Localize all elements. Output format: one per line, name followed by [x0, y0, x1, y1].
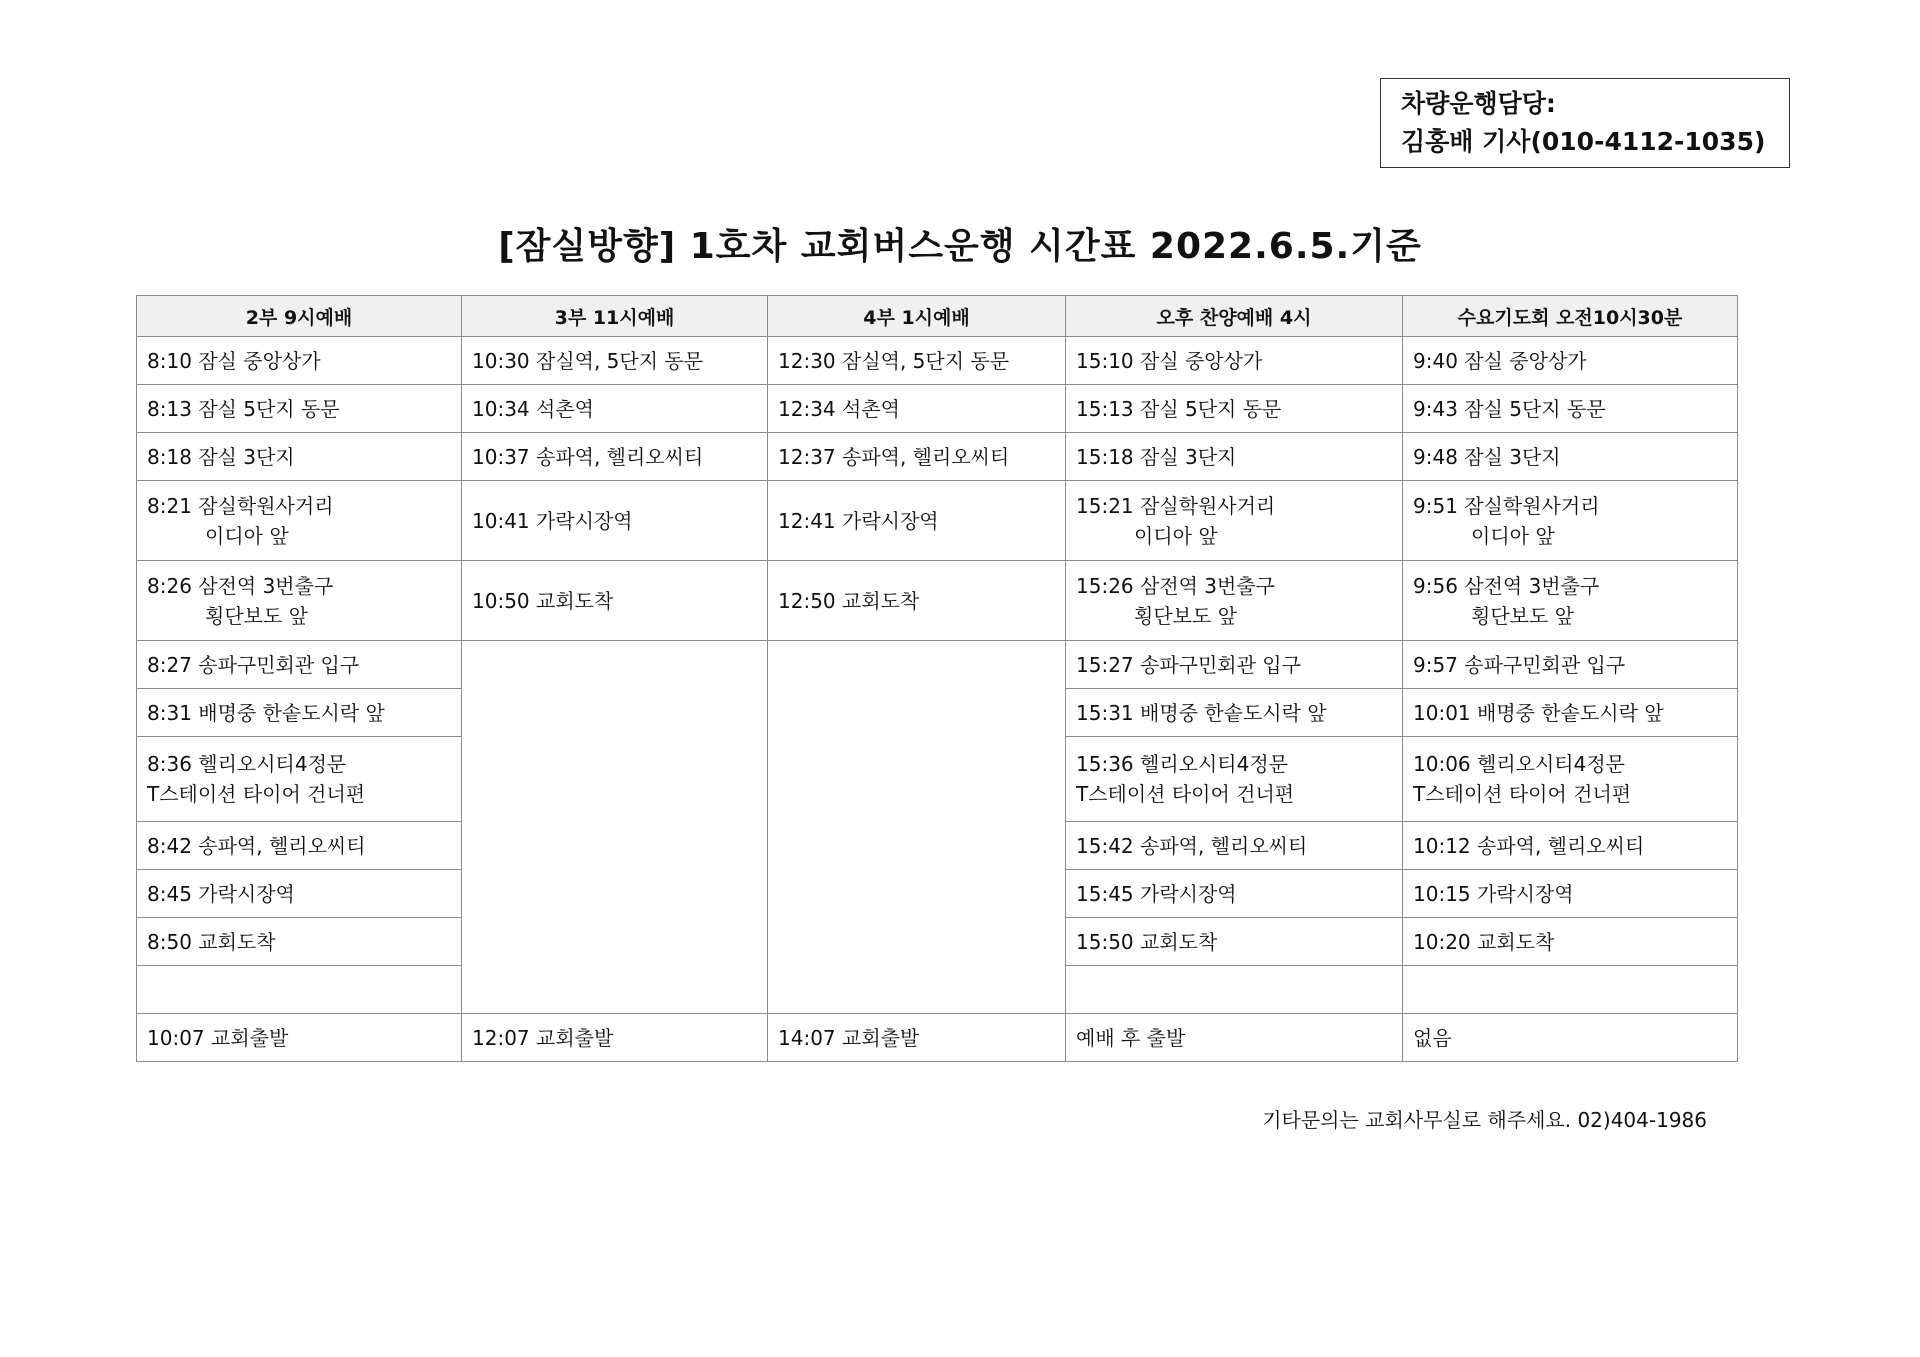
table-cell: 10:30 잠실역, 5단지 동문 [462, 337, 768, 385]
cell-line: 15:21 잠실학원사거리 [1076, 493, 1276, 518]
table-cell [1066, 561, 1403, 641]
cell-line: 9:56 삼전역 3번출구 [1413, 573, 1600, 598]
table-cell: 9:57 송파구민회관 입구 [1403, 641, 1738, 689]
table-cell [1403, 737, 1738, 822]
table-cell: 10:01 배명중 한솥도시락 앞 [1403, 689, 1738, 737]
column-header: 3부 11시예배 [462, 296, 768, 337]
cell-line: 15:26 삼전역 3번출구 [1076, 573, 1275, 598]
table-cell: 8:42 송파역, 헬리오씨티 [137, 822, 462, 870]
table-cell: 8:27 송파구민회관 입구 [137, 641, 462, 689]
departure-row [137, 1014, 1738, 1062]
table-cell [137, 966, 462, 1014]
cell-line: 8:26 삼전역 3번출구 [147, 573, 334, 598]
table-cell: 10:15 가락시장역 [1403, 870, 1738, 918]
empty-merged-cell [462, 641, 768, 1014]
cell-line: T스테이션 타이어 건너편 [1413, 782, 1632, 806]
column-header: 2부 9시예배 [137, 296, 462, 337]
footer-contact-note: 기타문의는 교회사무실로 해주세요. 02)404-1986 [1262, 1108, 1707, 1132]
cell-line: 이디아 앞 [1134, 523, 1218, 548]
table-cell [1403, 561, 1738, 641]
table-cell: 15:31 배명중 한솥도시락 앞 [1066, 689, 1403, 737]
table-cell [1066, 966, 1403, 1014]
table-row [137, 433, 1738, 481]
table-cell: 10:50 교회도착 [462, 561, 768, 641]
table-cell [1403, 481, 1738, 561]
page-title: [잠실방향] 1호차 교회버스운행 시간표 2022.6.5.기준 [498, 226, 1422, 267]
bus-timetable [136, 295, 1738, 1062]
table-cell: 12:30 잠실역, 5단지 동문 [768, 337, 1066, 385]
cell-line: 10:06 헬리오시티4정문 [1413, 752, 1625, 776]
cell-line: 횡단보도 앞 [1471, 603, 1574, 628]
table-cell: 9:40 잠실 중앙상가 [1403, 337, 1738, 385]
cell-line: T스테이션 타이어 건너편 [147, 782, 366, 806]
cell-line: 9:51 잠실학원사거리 [1413, 493, 1600, 518]
table-cell [137, 737, 462, 822]
table-cell: 15:27 송파구민회관 입구 [1066, 641, 1403, 689]
cell-line: 15:36 헬리오시티4정문 [1076, 752, 1288, 776]
cell-line: 이디아 앞 [205, 523, 289, 548]
contact-driver: 김홍배 기사(010-4112-1035) [1401, 127, 1766, 156]
table-cell: 8:50 교회도착 [137, 918, 462, 966]
contact-label: 차량운행담당: [1401, 89, 1556, 118]
empty-merged-cell [768, 641, 1066, 1014]
table-cell: 8:13 잠실 5단지 동문 [137, 385, 462, 433]
table-row [137, 561, 1738, 641]
table-cell: 15:18 잠실 3단지 [1066, 433, 1403, 481]
table-cell [1066, 737, 1403, 822]
table-cell: 10:37 송파역, 헬리오씨티 [462, 433, 768, 481]
cell-line: 8:36 헬리오시티4정문 [147, 752, 347, 776]
table-cell: 15:13 잠실 5단지 동문 [1066, 385, 1403, 433]
table-cell: 12:41 가락시장역 [768, 481, 1066, 561]
table-cell: 12:37 송파역, 헬리오씨티 [768, 433, 1066, 481]
table-cell [1403, 966, 1738, 1014]
table-cell: 15:10 잠실 중앙상가 [1066, 337, 1403, 385]
table-cell: 10:12 송파역, 헬리오씨티 [1403, 822, 1738, 870]
table-cell: 9:43 잠실 5단지 동문 [1403, 385, 1738, 433]
table-cell: 15:42 송파역, 헬리오씨티 [1066, 822, 1403, 870]
table-cell: 8:18 잠실 3단지 [137, 433, 462, 481]
cell-line: T스테이션 타이어 건너편 [1076, 782, 1295, 806]
table-cell: 8:45 가락시장역 [137, 870, 462, 918]
table-row [137, 641, 1738, 689]
departure-cell: 예배 후 출발 [1066, 1014, 1403, 1062]
departure-cell: 없음 [1403, 1014, 1738, 1062]
cell-line: 8:21 잠실학원사거리 [147, 493, 334, 518]
table-cell [137, 481, 462, 561]
column-header: 수요기도회 오전10시30분 [1403, 296, 1738, 337]
table-cell: 15:50 교회도착 [1066, 918, 1403, 966]
table-row [137, 385, 1738, 433]
cell-line: 횡단보도 앞 [1134, 603, 1237, 628]
column-header: 4부 1시예배 [768, 296, 1066, 337]
table-cell: 10:34 석촌역 [462, 385, 768, 433]
table-header-row [137, 296, 1738, 337]
table-row [137, 337, 1738, 385]
departure-cell: 12:07 교회출발 [462, 1014, 768, 1062]
column-header: 오후 찬양예배 4시 [1066, 296, 1403, 337]
departure-cell: 10:07 교회출발 [137, 1014, 462, 1062]
table-cell [137, 561, 462, 641]
table-cell: 8:10 잠실 중앙상가 [137, 337, 462, 385]
table-row [137, 481, 1738, 561]
table-cell: 12:50 교회도착 [768, 561, 1066, 641]
table-cell: 10:20 교회도착 [1403, 918, 1738, 966]
table-cell: 9:48 잠실 3단지 [1403, 433, 1738, 481]
departure-cell: 14:07 교회출발 [768, 1014, 1066, 1062]
table-cell: 8:31 배명중 한솥도시락 앞 [137, 689, 462, 737]
table-cell: 12:34 석촌역 [768, 385, 1066, 433]
table-cell: 15:45 가락시장역 [1066, 870, 1403, 918]
table-cell [1066, 481, 1403, 561]
contact-box [1380, 78, 1790, 168]
cell-line: 횡단보도 앞 [205, 603, 308, 628]
cell-line: 이디아 앞 [1471, 523, 1555, 548]
table-cell: 10:41 가락시장역 [462, 481, 768, 561]
